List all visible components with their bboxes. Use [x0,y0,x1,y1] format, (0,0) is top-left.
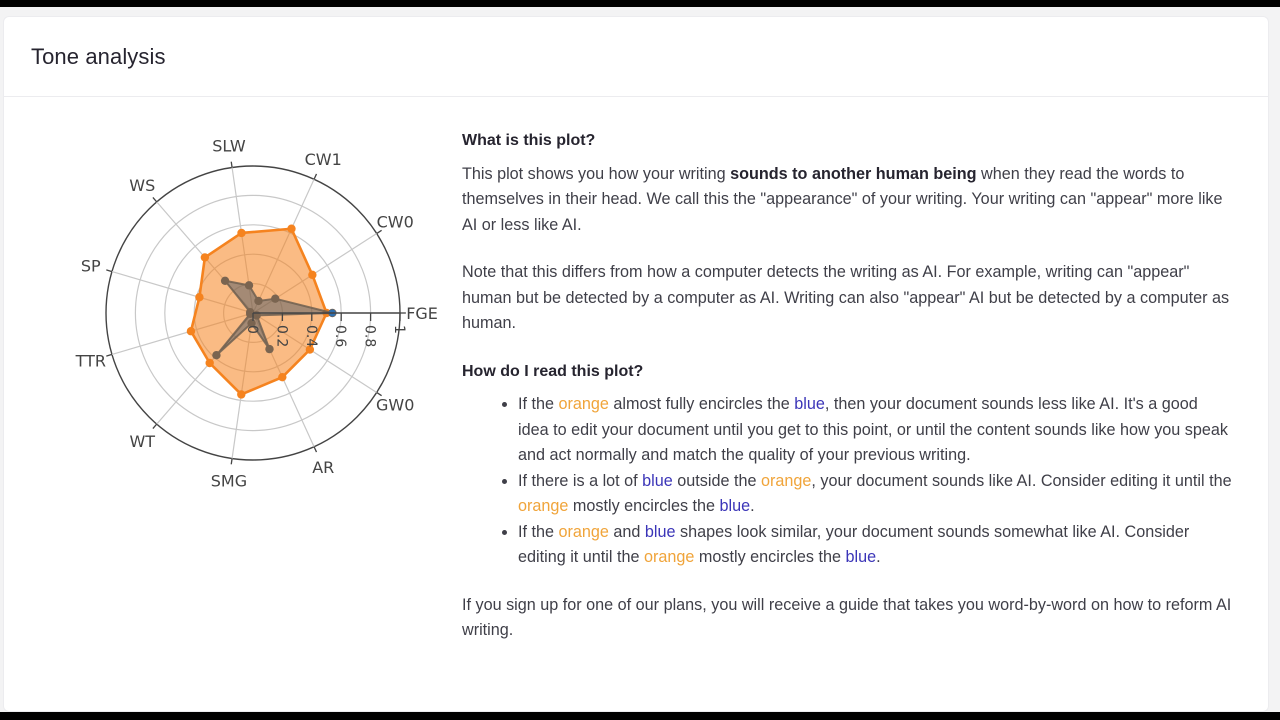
axis-label-gw0: GW0 [376,395,415,415]
series-blue-point [271,294,279,302]
axis-label-sp: SP [80,256,101,276]
series-orange-point [287,225,295,233]
series-blue-point [212,351,220,359]
series-orange-point [195,293,203,301]
series-orange-point [308,271,316,279]
list-item: • If there is a lot of blue outside the orange, your document sounds like AI. Consider editing it until the orange mostly encircles the blue. [518,469,1232,520]
what-paragraph-2: Note that this differs from how a computer detects the writing as AI. For example, writing can "appear" human but be detected by a computer as AI. Writing can also "appear" AI but be detected by a computer as human. [462,263,1230,332]
axis-label-smg: SMG [210,471,248,491]
orange-keyword: orange [558,395,609,413]
list-item: • If the orange almost fully encircles the blue, then your document sounds less like AI. It's a good idea to edit your document until you get to this point, or until the content sounds like how you speak and act normally and match the quality of your previous writing. [518,392,1232,469]
axis-tick [153,424,157,428]
axis-label-cw1: CW1 [304,150,342,170]
top-black-bar [0,0,1280,7]
axis-label-wt: WT [129,431,156,451]
orange-keyword: orange [643,548,695,566]
blue-keyword: blue [642,471,673,490]
how-list [462,392,1232,571]
signup-paragraph: If you sign up for one of our plans, you will receive a guide that takes you word-by-word on how to reform AI writing. [462,595,1232,639]
list-item: • If the orange and blue shapes look similar, your document sounds somewhat like AI. Consider editing it until the orange mostly encircles the blue. [518,520,1232,571]
series-blue-point [265,345,273,353]
series-blue-point [254,297,262,305]
orange-keyword: orange [558,522,609,541]
axis-label-ws: WS [129,176,156,196]
orange-keyword: orange [518,497,569,515]
axis-label-cw0: CW0 [376,212,414,232]
blue-keyword: blue [794,395,825,413]
axis-label-ttr: TTR [75,351,106,371]
axis-tick [153,197,157,201]
what-paragraph-1: This plot shows you how your writing sounds to another human being when they read the words to themselves in their head. We call this the "appearance" of your writing. Your writing can "appear" more like AI or less like AI. [462,164,1223,234]
explanation-panel [462,128,1232,666]
axis-tick [231,162,232,168]
blue-keyword: blue [644,522,676,541]
orange-keyword: orange [760,471,812,490]
radar-chart [50,112,460,502]
card-header [4,17,1268,97]
what-heading: What is this plot? [462,132,596,149]
radial-tick-label: 0.2 [273,325,290,348]
radar-chart-svg [50,112,460,502]
axis-tick [231,459,232,465]
radial-tick-label: 0 [244,325,260,334]
how-heading: How do I read this plot? [462,362,644,380]
radial-tick-label: 0.4 [302,325,319,348]
series-orange-point [187,327,195,335]
radial-tick-label: 0.8 [361,325,378,348]
axis-tick [314,447,316,452]
radial-tick-label: 1 [391,325,407,334]
series-blue-point [245,281,253,289]
emphasis-text: sounds to another human being [730,164,977,183]
axis-tick [106,354,112,356]
axis-tick [106,270,112,272]
series-orange-point [237,390,245,398]
series-orange-point [205,359,213,367]
series-orange-point [201,253,209,261]
axis-label-slw: SLW [212,136,246,156]
card-title: Tone analysis [31,43,166,69]
radial-tick-label: 0.6 [332,325,349,348]
series-orange-point [278,373,286,381]
bottom-black-bar [0,712,1280,720]
axis-tick [314,174,316,179]
axis-label-fge: FGE [406,304,438,323]
axis-label-ar: AR [312,457,335,477]
series-blue-point [221,277,229,285]
blue-keyword: blue [719,497,751,515]
series-orange-point [237,229,245,237]
blue-keyword: blue [845,548,877,566]
